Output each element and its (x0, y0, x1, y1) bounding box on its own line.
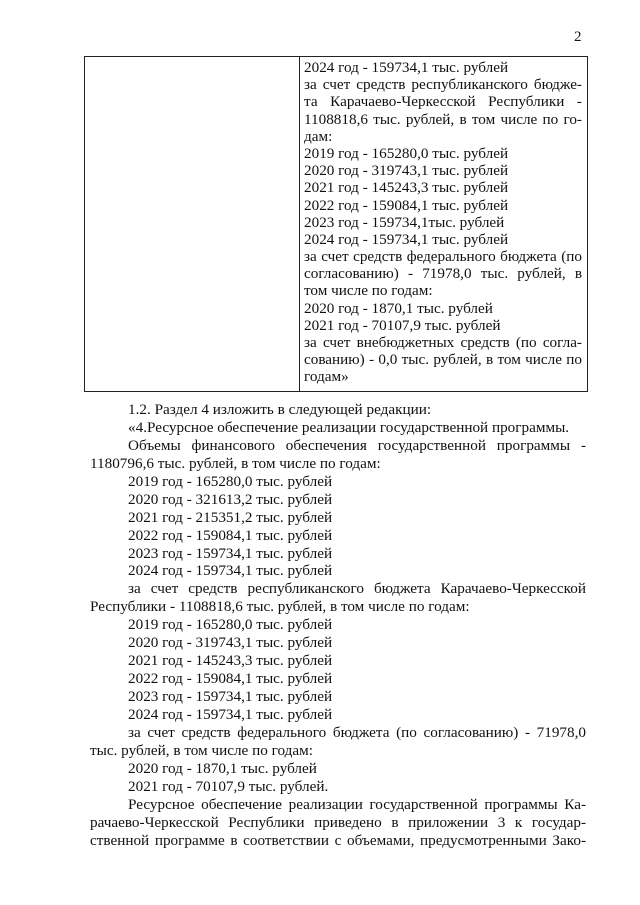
paragraph-line: 2019 год - 165280,0 тыс. рублей (128, 472, 333, 490)
table-right-cell (300, 57, 587, 391)
document-body (90, 401, 586, 849)
table-line: годам» (304, 368, 349, 386)
table-line: за счет внебюджетных средств (по согла- (304, 334, 582, 351)
table-line: 2020 год - 1870,1 тыс. рублей (304, 299, 493, 317)
paragraph-line: рачаево-Черкесской Республики приведено в приложении 3 к государ- (90, 813, 586, 831)
paragraph-line: 1180796,6 тыс. рублей, в том числе по годам: (90, 454, 381, 472)
paragraph-line: 2022 год - 159084,1 тыс. рублей (128, 670, 333, 688)
paragraph-line: ственной программе в соответствии с объемами, предусмотренными Зако- (90, 831, 586, 849)
table-line: та Карачаево-Черкесской Республики - (304, 93, 582, 111)
paragraph-line: Республики - 1108818,6 тыс. рублей, в том числе по годам: (90, 598, 470, 616)
table-line: 2020 год - 319743,1 тыс. рублей (304, 162, 509, 180)
paragraph-line: 2019 год - 165280,0 тыс. рублей (128, 616, 333, 634)
table-line: дам: (304, 127, 333, 145)
page-number: 2 (574, 29, 582, 45)
paragraph-line: Объемы финансового обеспечения государственной программы - (128, 436, 586, 454)
paragraph-line: 2022 год - 159084,1 тыс. рублей (128, 526, 333, 544)
paragraph-line: 2021 год - 145243,3 тыс. рублей (128, 652, 333, 670)
table-line: 2019 год - 165280,0 тыс. рублей (304, 144, 509, 162)
table-line: 2021 год - 145243,3 тыс. рублей (304, 179, 509, 197)
paragraph-line: 2021 год - 215351,2 тыс. рублей (128, 508, 333, 526)
paragraph-line: 2021 год - 70107,9 тыс. рублей. (128, 777, 329, 795)
paragraph-line: «4.Ресурсное обеспечение реализации государственной программы. (128, 418, 570, 436)
paragraph-line: 2020 год - 1870,1 тыс. рублей (128, 759, 317, 777)
table-line: 2024 год - 159734,1 тыс. рублей (304, 230, 509, 248)
paragraph-line: 2020 год - 319743,1 тыс. рублей (128, 634, 333, 652)
table-line: 1108818,6 тыс. рублей, в том числе по го- (304, 110, 582, 128)
table-line: сованию) - 0,0 тыс. рублей, в том числе по (304, 351, 582, 369)
paragraph-line: за счет средств федерального бюджета (по согласованию) - 71978,0 (128, 723, 586, 741)
paragraph-line: 2023 год - 159734,1 тыс. рублей (128, 544, 333, 562)
paragraph-line: 1.2. Раздел 4 изложить в следующей редакции: (128, 401, 432, 418)
table-line: согласованию) - 71978,0 тыс. рублей, в (304, 265, 582, 283)
table-line: 2023 год - 159734,1тыс. рублей (304, 213, 505, 231)
table-line: за счет средств республиканского бюдже- (304, 76, 582, 94)
table-line: за счет средств федерального бюджета (по (304, 248, 582, 266)
paragraph-line: тыс. рублей, в том числе по годам: (90, 741, 313, 759)
paragraph-line: за счет средств республиканского бюджета Карачаево-Черкесской (128, 580, 586, 598)
paragraph-line: 2020 год - 321613,2 тыс. рублей (128, 490, 333, 508)
paragraph-line: 2023 год - 159734,1 тыс. рублей (128, 688, 333, 705)
table-left-cell (85, 57, 300, 391)
table-line: 2024 год - 159734,1 тыс. рублей (304, 59, 509, 76)
passport-table (84, 56, 588, 392)
table-line: 2021 год - 70107,9 тыс. рублей (304, 316, 501, 334)
paragraph-line: 2024 год - 159734,1 тыс. рублей (128, 562, 333, 580)
paragraph-line: Ресурсное обеспечение реализации государственной программы Ка- (128, 795, 586, 813)
paragraph-line: 2024 год - 159734,1 тыс. рублей (128, 705, 333, 723)
table-line: том числе по годам: (304, 282, 433, 300)
table-line: 2022 год - 159084,1 тыс. рублей (304, 196, 509, 214)
